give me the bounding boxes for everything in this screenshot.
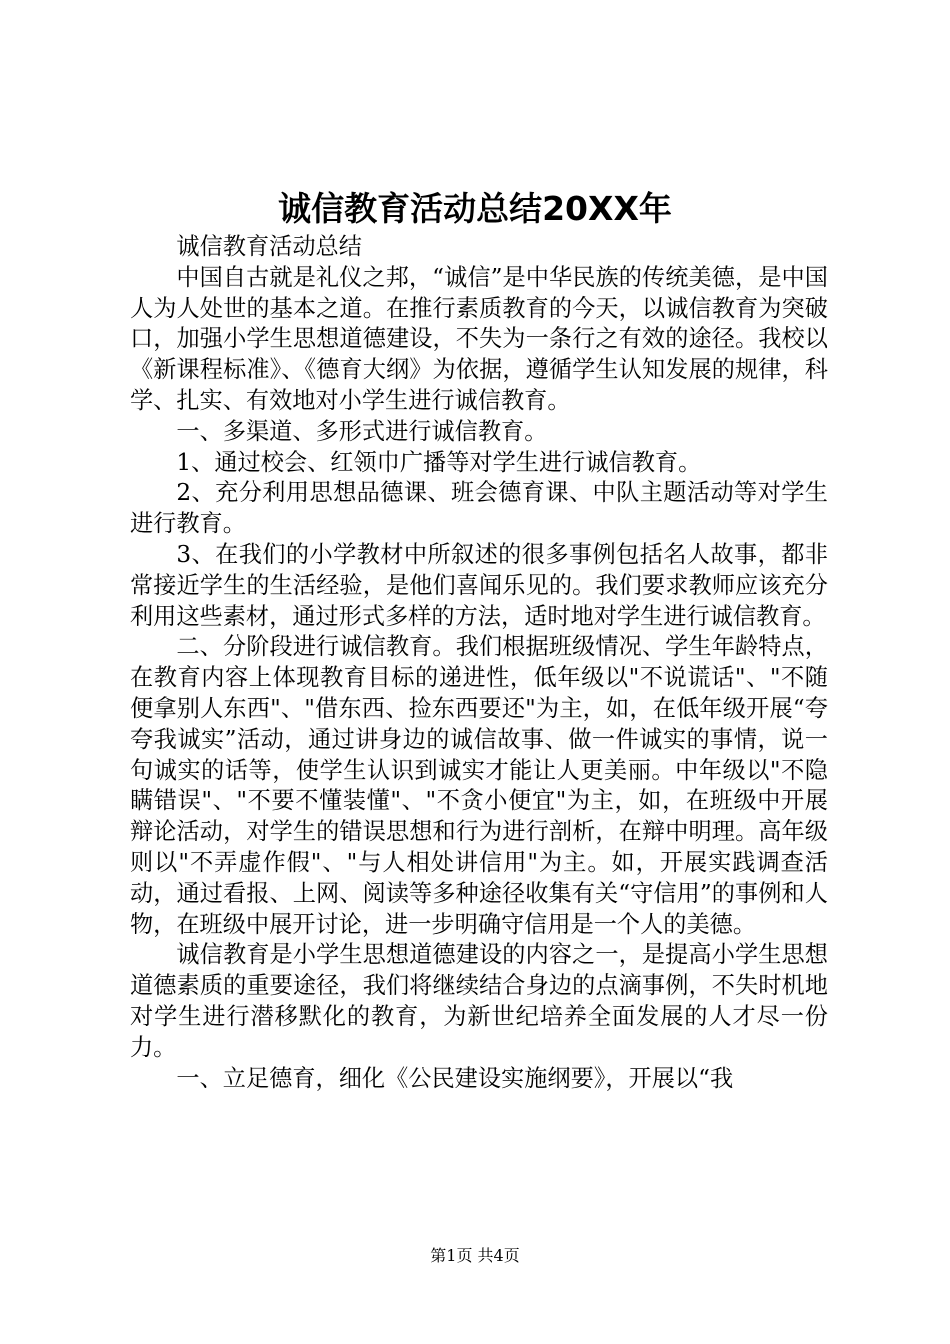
- page-footer: 第1页 共4页: [430, 1246, 520, 1265]
- paragraph-item-1: 1、通过校会、红领巾广播等对学生进行诚信教育。: [176, 448, 702, 476]
- paragraph-section-1: 一、多渠道、多形式进行诚信教育。: [176, 417, 548, 445]
- document-body: [130, 232, 828, 1094]
- document-title: 诚信教育活动总结20XX年: [278, 189, 672, 228]
- paragraph-intro: 中国自古就是礼仪之邦，“诚信”是中华民族的传统美德，是中国人为人处世的基本之道。在推行素质教育的今天，以诚信教育为突破口，加强小学生思想道德建设，不失为一条行之有效的途径。我校以《新课程标准》、《德育大纲》为依据，遵循学生认知发展的规律，科学、扎实、有效地对小学生进行诚信教育。: [130, 263, 828, 414]
- paragraph-section-2: 二、分阶段进行诚信教育。我们根据班级情况、学生年龄特点，在教育内容上体现教育目标的递进性，低年级以"不说谎话"、"不随便拿别人东西"、"借东西、捡东西要还"为主，如，在低年级开展“夸夸我诚实”活动，通过讲身边的诚信故事、做一件诚实的事情，说一句诚实的话等，使学生认识到诚实才能让人更美丽。中年级以"不隐瞒错误"、"不要不懂装懂"、"不贪小便宜"为主，如，在班级中开展辩论活动，对学生的错误思想和行为进行剖析，在辩中明理。高年级则以"不弄虚作假"、"与人相处讲信用"为主。如，开展实践调查活动，通过看报、上网、阅读等多种途径收集有关“守信用”的事例和人物，在班级中展开讨论，进一步明确守信用是一个人的美德。: [130, 633, 828, 938]
- paragraph-subtitle: 诚信教育活动总结: [176, 233, 362, 260]
- paragraph-item-3: 3、在我们的小学教材中所叙述的很多事例包括名人故事，都非常接近学生的生活经验，是他们喜闻乐见的。我们要求教师应该充分利用这些素材，通过形式多样的方法，适时地对学生进行诚信教育。: [130, 540, 828, 630]
- paragraph-next-section: 一、立足德育，细化《公民建设实施纲要》，开展以“我: [176, 1064, 734, 1092]
- paragraph-conclusion: 诚信教育是小学生思想道德建设的内容之一，是提高小学生思想道德素质的重要途径，我们将继续结合身边的点滴事例，不失时机地对学生进行潜移默化的教育，为新世纪培养全面发展的人才尽一份力。: [130, 941, 828, 1061]
- paragraph-item-2: 2、充分利用思想品德课、班会德育课、中队主题活动等对学生进行教育。: [130, 479, 828, 538]
